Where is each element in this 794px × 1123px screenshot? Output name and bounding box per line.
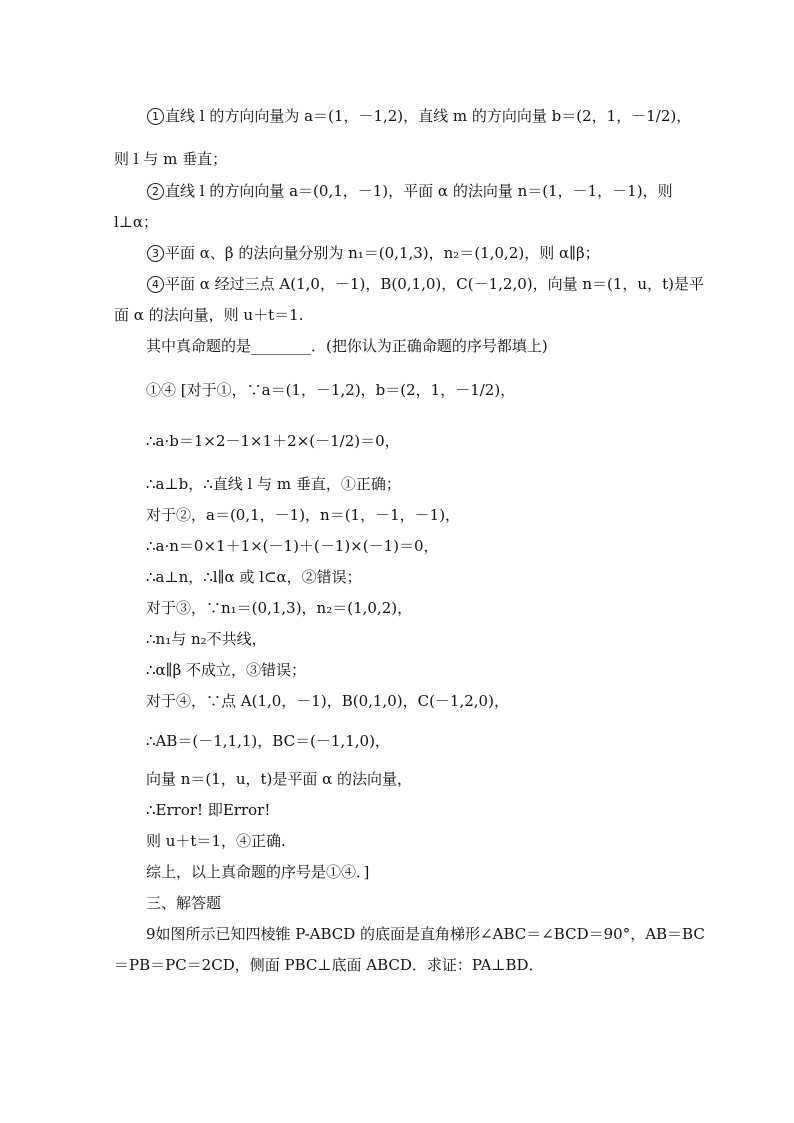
answer-line-4: 对于②，a＝(0,1，－1)，n＝(1，－1，－1)，: [146, 506, 461, 524]
answer-line-8: ∴n₁与 n₂不共线，: [146, 630, 267, 648]
answer-line-12: 向量 n＝(1，u，t)是平面 α 的法向量，: [146, 770, 413, 788]
answer-line-5: ∴a·n＝0×1＋1×(－1)＋(－1)×(－1)＝0，: [146, 537, 439, 555]
answer-line-6: ∴a⊥n，∴l∥α 或 l⊂α，②错误；: [146, 568, 362, 586]
answer-line-10: 对于④，∵点 A(1,0，－1)，B(0,1,0)，C(－1,2,0)，: [146, 692, 509, 710]
proposition-4-line-1: 4 平面 α 经过三点 A(1,0，－1)，B(0,1,0)，C(－1,2,0)，向量 n＝(1，u，t)是平: [146, 272, 704, 296]
answer-line-11: ∴AB＝(－1,1,1)，BC＝(－1,1,0)，: [146, 732, 390, 750]
answer-line-7: 对于③，∵n₁＝(0,1,3)，n₂＝(1,0,2)，: [146, 599, 413, 617]
answer-line-1: ①④ [对于①，∵a＝(1，－1,2)，b＝(2，1，－1/2)，: [146, 381, 516, 399]
answer-line-3: ∴a⊥b，∴直线 l 与 m 垂直，①正确；: [146, 475, 401, 493]
question-prompt: 其中真命题的是________．(把你认为正确命题的序号都填上): [146, 337, 548, 355]
proposition-2-line-1: 2 直线 l 的方向向量 a＝(0,1，－1)，平面 α 的法向量 n＝(1，－1，－1)，则: [146, 179, 673, 203]
section-heading: 三、解答题: [146, 894, 222, 912]
proposition-3-line: 3 平面 α、β 的法向量分别为 n₁＝(0,1,3)，n₂＝(1,0,2)，则 α∥β；: [146, 241, 600, 265]
problem-9-line-1: 9如图所示已知四棱锥 P-ABCD 的底面是直角梯形∠ABC＝∠BCD＝90°，AB＝BC: [146, 925, 705, 943]
answer-line-14: 则 u＋t＝1，④正确.: [146, 832, 286, 850]
answer-line-13: ∴Error! 即Error!: [146, 801, 271, 819]
circled-number-badge: 2: [147, 183, 164, 200]
answer-line-2: ∴a·b＝1×2－1×1＋2×(－1/2)＝0，: [146, 432, 400, 450]
problem-9-line-2: ＝PB＝PC＝2CD，侧面 PBC⊥底面 ABCD．求证：PA⊥BD．: [114, 956, 544, 974]
answer-line-15: 综上，以上真命题的序号是①④．]: [146, 863, 370, 881]
proposition-1-line-2: 则 l 与 m 垂直；: [114, 150, 228, 168]
circled-number-badge: 1: [147, 108, 164, 125]
proposition-2-line-2: l⊥α；: [114, 213, 159, 231]
circled-number-badge: 3: [147, 245, 164, 262]
proposition-4-line-2: 面 α 的法向量，则 u＋t＝1.: [114, 306, 304, 324]
proposition-1-line-1: 1 直线 l 的方向向量为 a＝(1，－1,2)，直线 m 的方向向量 b＝(2，1，－1/2)，: [146, 104, 691, 128]
answer-line-9: ∴α∥β 不成立，③错误；: [146, 661, 307, 679]
circled-number-badge: 4: [147, 276, 164, 293]
